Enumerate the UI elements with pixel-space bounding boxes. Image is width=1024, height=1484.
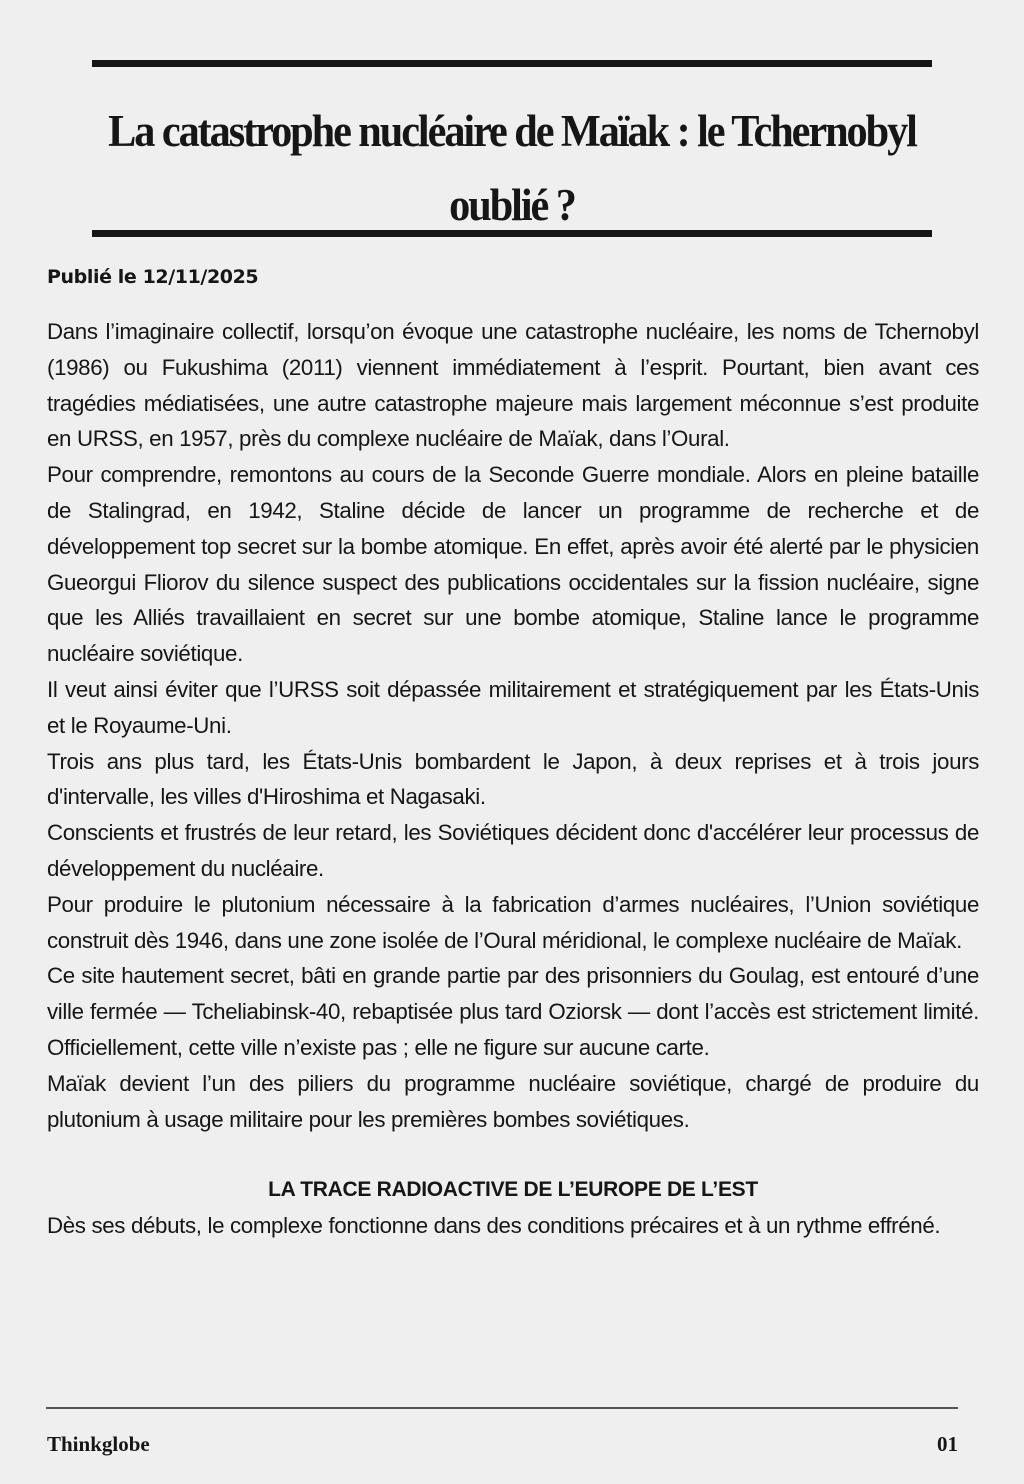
publish-date: Publié le 12/11/2025	[47, 266, 259, 288]
title-bottom-rule	[92, 230, 932, 237]
paragraph: Pour produire le plutonium nécessaire à la fabrication d’armes nucléaires, l’Union soviétique construit dès 1946, dans une zone isolée de l’Oural méridional, le complexe nucléaire de Maïak.	[47, 891, 979, 953]
paragraph: Il veut ainsi éviter que l’URSS soit dépassée militairement et stratégiquement par les États-Unis et le Royaume-Uni.	[47, 676, 979, 738]
article-body	[47, 314, 979, 1244]
footer-rule	[46, 1407, 958, 1409]
page-number: 01	[937, 1432, 958, 1456]
paragraph: Pour comprendre, remontons au cours de la Seconde Guerre mondiale. Alors en pleine bataille de Stalingrad, en 1942, Staline décide de lancer un programme de recherche et de développement top secret sur la bombe atomique. En effet, après avoir été alerté par le physicien Gueorgui Fliorov du silence suspect des publications occidentales sur la fission nucléaire, signe que les Alliés travaillaient en secret sur une bombe atomique, Staline lance le programme nucléaire soviétique.	[47, 462, 979, 667]
paragraph: Trois ans plus tard, les États-Unis bombardent le Japon, à deux reprises et à trois jours d'intervalle, les villes d'Hiroshima et Nagasaki.	[47, 748, 979, 810]
paragraph: Maïak devient l’un des piliers du programme nucléaire soviétique, chargé de produire du plutonium à usage militaire pour les premières bombes soviétiques.	[47, 1070, 979, 1132]
paragraph: Dès ses débuts, le complexe fonctionne dans des conditions précaires et à un rythme effréné.	[47, 1213, 941, 1239]
section-heading: LA TRACE RADIOACTIVE DE L’EUROPE DE L’EST	[268, 1178, 758, 1202]
paragraph: Dans l’imaginaire collectif, lorsqu’on évoque une catastrophe nucléaire, les noms de Tchernobyl (1986) ou Fukushima (2011) viennent immédiatement à l’esprit. Pourtant, bien avant ces tragédies médiatisées, une autre catastrophe majeure mais largement méconnue s’est produite en URSS, en 1957, près du complexe nucléaire de Maïak, dans l’Oural.	[47, 319, 979, 452]
title-top-rule	[92, 60, 932, 67]
paragraph: Ce site hautement secret, bâti en grande partie par des prisonniers du Goulag, est entouré d’une ville fermée — Tcheliabinsk-40, rebaptisée plus tard Oziorsk — dont l’accès est strictement limité. Officiellement, cette ville n’existe pas ; elle ne figure sur aucune carte.	[47, 963, 979, 1060]
footer-brand: Thinkglobe	[47, 1432, 150, 1456]
paragraph: Conscients et frustrés de leur retard, les Soviétiques décident donc d'accélérer leur processus de développement du nucléaire.	[47, 820, 979, 881]
article-title: La catastrophe nucléaire de Maïak : le Tchernobyl oublié ?	[108, 106, 916, 230]
